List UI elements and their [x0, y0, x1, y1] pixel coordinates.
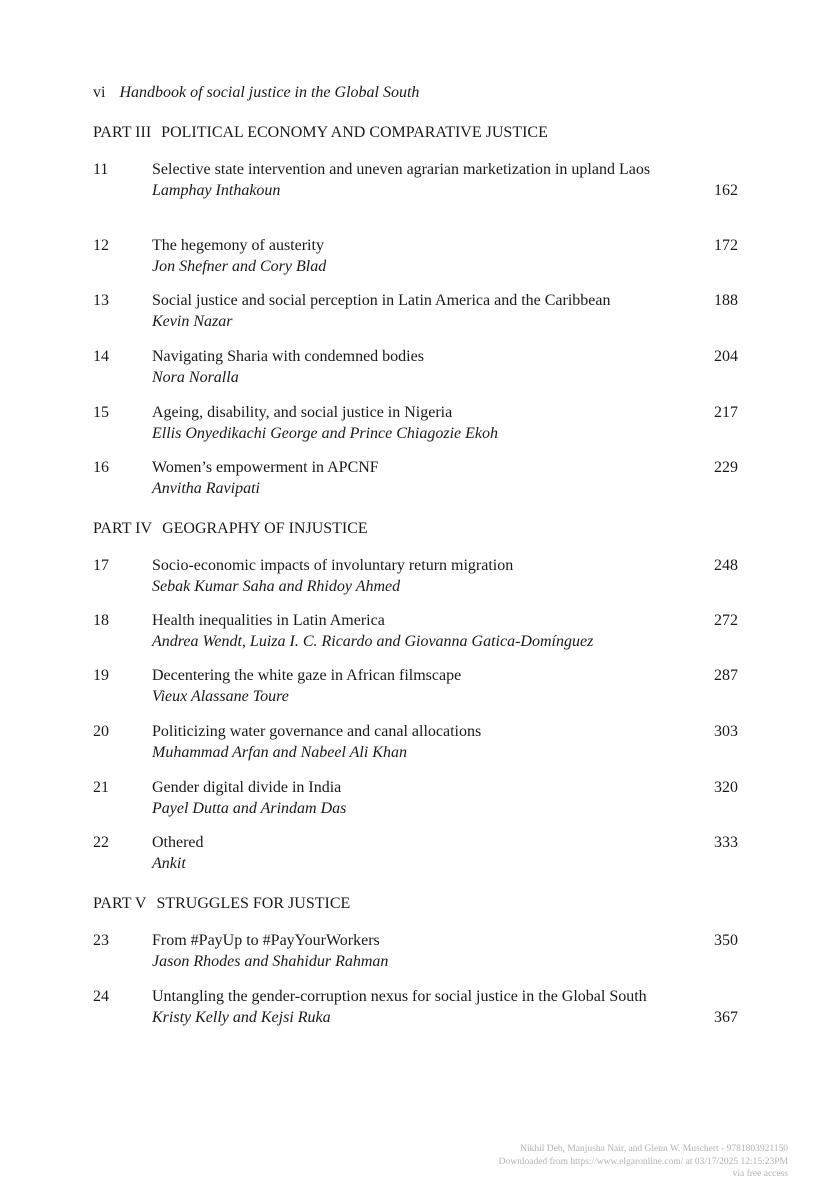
- chapter-title: From #PayUp to #PayYourWorkers: [152, 932, 380, 949]
- chapter-number: 19: [93, 667, 109, 684]
- toc-entry[interactable]: [93, 555, 738, 597]
- chapter-number: 15: [93, 404, 109, 421]
- part-heading: [93, 520, 368, 538]
- chapter-title: Ageing, disability, and social justice in Nigeria: [152, 404, 453, 421]
- chapter-title: Socio-economic impacts of involuntary return migration: [152, 557, 514, 574]
- chapter-author: Muhammad Arfan and Nabeel Ali Khan: [152, 744, 407, 761]
- running-header: [93, 84, 419, 102]
- chapter-author: Lamphay Inthakoun: [152, 182, 281, 199]
- chapter-page: 320: [714, 779, 738, 796]
- chapter-author: Nora Noralla: [152, 369, 239, 386]
- chapter-author: Jason Rhodes and Shahidur Rahman: [152, 953, 389, 970]
- toc-entry[interactable]: [93, 721, 738, 763]
- chapter-author: Andrea Wendt, Luiza I. C. Ricardo and Giovanna Gatica-Domínguez: [152, 633, 594, 650]
- part-label: PART III: [93, 124, 152, 141]
- chapter-page: 248: [714, 557, 738, 574]
- chapter-title: Politicizing water governance and canal allocations: [152, 723, 482, 740]
- toc-entry[interactable]: [93, 777, 738, 819]
- chapter-number: 17: [93, 557, 109, 574]
- toc-entry[interactable]: [93, 235, 738, 277]
- toc-entry[interactable]: [93, 346, 738, 388]
- chapter-page: 333: [714, 834, 738, 851]
- book-title: Handbook of social justice in the Global South: [119, 84, 420, 101]
- chapter-author: Sebak Kumar Saha and Rhidoy Ahmed: [152, 578, 401, 595]
- part-label: PART V: [93, 895, 147, 912]
- chapter-number: 18: [93, 612, 109, 629]
- chapter-number: 11: [93, 161, 109, 178]
- chapter-number: 22: [93, 834, 109, 851]
- chapter-title: Decentering the white gaze in African filmscape: [152, 667, 462, 684]
- chapter-title: Othered: [152, 834, 204, 851]
- chapter-number: 24: [93, 988, 109, 1005]
- chapter-number: 20: [93, 723, 109, 740]
- toc-entry[interactable]: [93, 290, 738, 332]
- chapter-page: 229: [714, 459, 738, 476]
- chapter-title: Selective state intervention and uneven agrarian marketization in upland Laos: [152, 161, 651, 178]
- chapter-page: 172: [714, 237, 738, 254]
- chapter-title: Navigating Sharia with condemned bodies: [152, 348, 424, 365]
- chapter-number: 21: [93, 779, 109, 796]
- chapter-title: The hegemony of austerity: [152, 237, 324, 254]
- part-title: POLITICAL ECONOMY AND COMPARATIVE JUSTICE: [161, 124, 548, 141]
- toc-entry[interactable]: [93, 930, 738, 972]
- chapter-title: Women’s empowerment in APCNF: [152, 459, 379, 476]
- download-watermark: [499, 1143, 788, 1181]
- toc-entry[interactable]: [93, 665, 738, 707]
- chapter-page: 272: [714, 612, 738, 629]
- part-heading: [93, 895, 350, 913]
- chapter-number: 12: [93, 237, 109, 254]
- part-title: GEOGRAPHY OF INJUSTICE: [162, 520, 368, 537]
- watermark-access: via free access: [732, 1169, 788, 1179]
- chapter-author: Ellis Onyedikachi George and Prince Chiagozie Ekoh: [152, 425, 498, 442]
- part-title: STRUGGLES FOR JUSTICE: [156, 895, 351, 912]
- chapter-title: Gender digital divide in India: [152, 779, 342, 796]
- chapter-author: Kristy Kelly and Kejsi Ruka: [152, 1009, 331, 1026]
- chapter-page: 303: [714, 723, 738, 740]
- chapter-author: Kevin Nazar: [152, 313, 233, 330]
- page-number: vi: [93, 84, 106, 101]
- chapter-number: 16: [93, 459, 109, 476]
- chapter-number: 23: [93, 932, 109, 949]
- chapter-title: Health inequalities in Latin America: [152, 612, 385, 629]
- chapter-page: 287: [714, 667, 738, 684]
- watermark-download: Downloaded from https://www.elgaronline.com/ at 03/17/2025 12:15:23PM: [498, 1156, 788, 1167]
- chapter-number: 14: [93, 348, 109, 365]
- chapter-author: Anvitha Ravipati: [152, 480, 260, 497]
- chapter-number: 13: [93, 292, 109, 309]
- chapter-title: Untangling the gender-corruption nexus for social justice in the Global South: [152, 988, 647, 1005]
- toc-entry[interactable]: [93, 402, 738, 444]
- chapter-author: Vieux Alassane Toure: [152, 688, 289, 705]
- part-label: PART IV: [93, 520, 153, 537]
- toc-entry[interactable]: [93, 457, 738, 499]
- chapter-title: Social justice and social perception in Latin America and the Caribbean: [152, 292, 611, 309]
- chapter-page: 217: [714, 404, 738, 421]
- chapter-page: 162: [714, 182, 738, 199]
- part-heading: [93, 124, 548, 142]
- chapter-page: 188: [714, 292, 738, 309]
- chapter-page: 350: [714, 932, 738, 949]
- toc-entry[interactable]: [93, 159, 738, 201]
- toc-entry[interactable]: [93, 986, 738, 1028]
- chapter-author: Jon Shefner and Cory Blad: [152, 258, 327, 275]
- chapter-author: Payel Dutta and Arindam Das: [152, 800, 347, 817]
- toc-entry[interactable]: [93, 610, 738, 652]
- chapter-page: 367: [714, 1009, 738, 1026]
- chapter-page: 204: [714, 348, 738, 365]
- toc-entry[interactable]: [93, 832, 738, 874]
- chapter-author: Ankit: [152, 855, 186, 872]
- watermark-authors: Nikhil Deb, Manjusha Nair, and Glenn W. Muschert - 9781803921150: [520, 1144, 788, 1154]
